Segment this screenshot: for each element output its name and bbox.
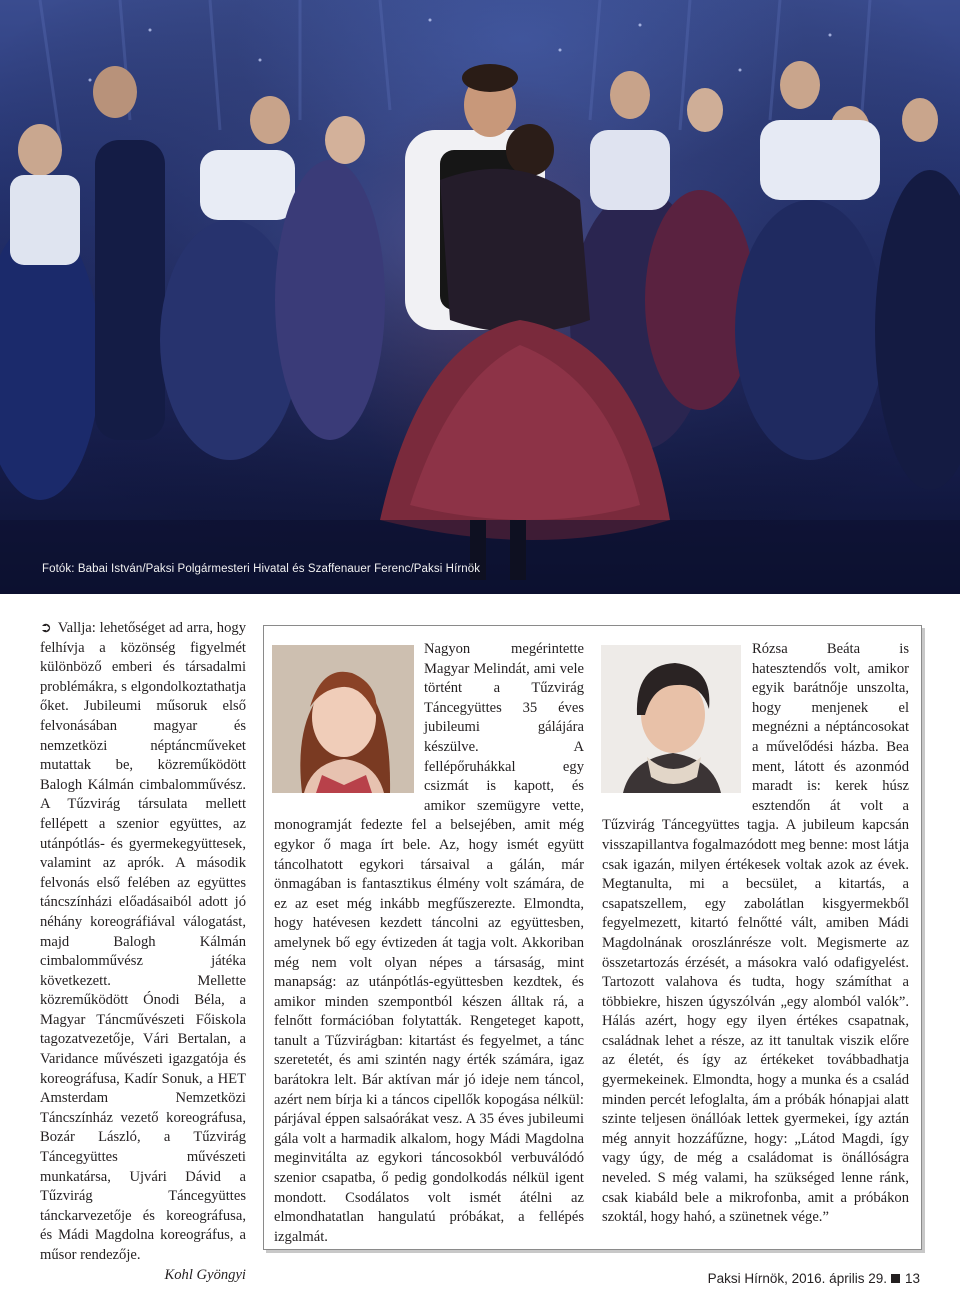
sidebar-right-text: Rózsa Beáta is hatesztendős volt, amikor egyik barátnője unszolta, hogy menjenek el megnézni a néptáncosokat a művelődési házba. Bea ment, látott és azonmód maradt is: kerek húsz esztendőn át volt a Tűzvirág Táncegyüttes tagja. A jubileum kapcsán visszapillantva fogalmazódott meg benne: most látja csak igazán, milyen értékesek voltak azok az évek. Megtanulta, mi a becsület, a kitartás, a csapatszellem, egy zabolátlan kisgyermekből fegyelmezett, kitartó felnőtté vált, amiben Mádi Magdolnának oroszlánrésze volt. Megismerte az összetartozás érzését, a másokra való odafigyelést. Tartozott valahova és tudta, hogy számíthat a többiekre, hiszen úgyszólván „egy alomból valók”. Hálás azért, hogy egy ilyen értékes csapatnak, családnak lehet a része, az itt tanultak viszik előre az életét, és így az értékeket továbbadhatja gyermekeinek. Elmondta, hogy a munka és a család minden percét lefoglalta, ám a próbák hónapjai alatt szinte teljesen önállóak lettek gyermekei, így aztán még annyit hozzáfűzne, hogy: „Látod Magdi, így vagy úgy, de még a családomat is önállóságra neveled. S még valami, ha szükséged lenne ránk, csak kiabáld bele a mikrofonba, amit a próbákon szoktál, hogy hahó, a szünetnek vége.” [602, 641, 909, 1226]
arrow-icon: ➲ [40, 620, 52, 636]
article-column-1 [40, 619, 246, 1285]
sidebar-left-text: Nagyon megérintette Magyar Melindát, ami vele történt a Tűzvirág Táncegyüttes 35 éves jubileumi gálájára készülve. A fellépőruhákkal egy csizmát is kapott, és amikor szemügyre vette, monogramját fedezte fel a belsejében, amit még egykor ő maga írt bele. Az, hogy ismét együtt táncolhatott egykori társaival a gálán, már önmagában is fantasztikus élmény volt számára, de ez az eset még inkább megfűszerezte. Elmondta, hogy hatévesen kezdett táncolni az együttesben, amelynek bő egy évtizeden át tagja volt. Akkoriban még nem volt olyan népes a társaság, mint manapság: az utánpótlás-együttesben kezdtek, és amikor minden szempontból készen álltak rá, a felnőtt formációban folytatták. Rengeteget kapott, tanult a Tűzvirágban: kitartást és fegyelmet, a tánc szeretetét, és ami szintén nagy érték számára, igaz barátokra lelt. Bár aktívan már jó ideje nem táncol, azért nem bírja ki a táncos cipellők kopogása nélkül: párjával éppen salsaórákat vesz. A 35 éves jubileumi gála volt a harmadik alkalom, hogy Mádi Magdolna meginvitálta az egykori táncosokból verbuválódó szenior csapatba, ő pedig gondolkodás nélkül igent mondott. Csodálatos volt ismét átélni az elmondhatatlan hangulatú próbákat, a fellépés izgalmát. [274, 641, 584, 1245]
portrait-spacer [274, 640, 424, 798]
article-text: Vallja: lehetőséget ad arra, hogy felhívja a közönség figyelmét különböző emberi és társadalmi problémákra, s elgondolkoztathatja őket. Jubileumi műsoruk első felvonásában magyar és nemzetközi néptáncműveket mutattak be, közreműködött Balogh Kálmán cimbalomművész. A Tűzvirág társulata mellett fellépett a szenior együttes, az utánpótlás- és gyermekegyüttesek, valamint az aprók. A második felvonás első felében az együttes táncszínházi előadásaiból adott jó néhány koreográfiával válogatást, majd Balogh Kálmán cimbalomművész játéka következett. Mellette közreműködött Ónodi Béla, a Magyar Táncművészeti Főiskola tagozatvezetője, Vári Bertalan, a Varidance művészeti igazgatója és koreográfusa, Kadír Sonuk, a HET Amsterdam Nemzetközi Táncszínház vezető koreográfusa, Bozár László, a Tűzvirág Táncegyüttes művészeti munkatársa, Ujvári Dávid a Tűzvirág Táncegyüttes tánckarvezetője és koreográfusa, és Mádi Magdolna koreográfus, a műsor rendezője. [40, 620, 246, 1263]
photo-caption: Fotók: Babai István/Paksi Polgármesteri Hivatal és Szaffenauer Ferenc/Paksi Hírnök [42, 563, 481, 575]
author-signature: Kohl Gyöngyi [164, 1266, 246, 1283]
portrait-spacer [602, 640, 752, 798]
dance-photo [0, 0, 960, 594]
sidebar-right-story [602, 640, 909, 1228]
page-footer [708, 1271, 920, 1286]
sidebar-left-story [274, 640, 584, 1247]
publication-info: Paksi Hírnök, 2016. április 29. [707, 1271, 887, 1286]
page-number: 13 [904, 1271, 920, 1286]
dance-scene-illustration [0, 0, 960, 594]
square-separator-icon [891, 1274, 900, 1283]
